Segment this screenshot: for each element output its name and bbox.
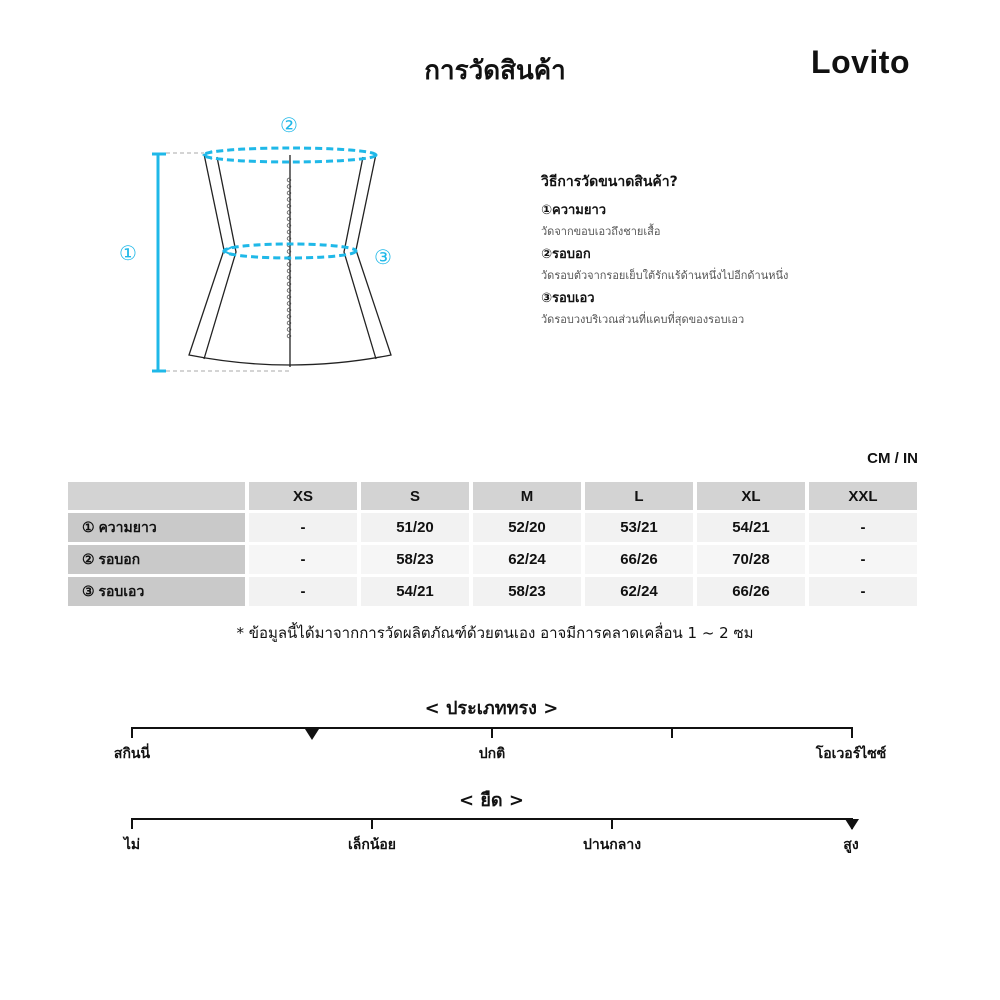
instructions-heading: วิธีการวัดขนาดสินค้า? [541, 174, 678, 190]
instruction-waist-desc: วัดรอบวงบริเวณส่วนที่แคบที่สุดของรอบเอว [541, 313, 745, 326]
stretch-label-high: สูง [843, 837, 859, 853]
page-title: การวัดสินค้า [424, 56, 566, 86]
table-row [68, 513, 917, 542]
size-table [64, 479, 921, 609]
table-cell: 66/26 [697, 577, 805, 606]
size-col-xxl: XXL [809, 482, 917, 510]
garment-diagram [100, 105, 420, 395]
measurement-note: * ข้อมูลนี้ได้มาจากการวัดผลิตภัณฑ์ด้วยตนเอง อาจมีการคลาดเคลื่อน 1 ~ 2 ซม [236, 624, 754, 642]
table-cell: 58/23 [473, 577, 581, 606]
fit-label-regular: ปกติ [478, 746, 506, 762]
stretch-tick [131, 818, 133, 829]
garment-outline [189, 154, 391, 367]
stretch-label-medium: ปานกลาง [582, 837, 642, 853]
table-cell: 52/20 [473, 513, 581, 542]
table-cell: - [249, 513, 357, 542]
row-label-length: ① ความยาว [68, 513, 245, 542]
table-row [68, 577, 917, 606]
fit-tick [491, 727, 493, 738]
size-col-s: S [361, 482, 469, 510]
row-label-bust: ② รอบอก [68, 545, 245, 574]
stretch-scale-line [132, 818, 852, 820]
table-cell: - [249, 577, 357, 606]
size-col-l: L [585, 482, 693, 510]
table-cell: - [809, 577, 917, 606]
instruction-length-name: ①ความยาว [541, 203, 607, 218]
table-cell: 54/21 [361, 577, 469, 606]
fit-tick [671, 727, 673, 738]
stretch-marker [845, 819, 859, 830]
stretch-label-slight: เล็กน้อย [347, 837, 397, 853]
table-cell: - [249, 545, 357, 574]
size-col-xl: XL [697, 482, 805, 510]
fit-label-skinny: สกินนี่ [113, 746, 151, 762]
table-cell: 51/20 [361, 513, 469, 542]
stretch-tick [371, 818, 373, 829]
table-cell: 62/24 [473, 545, 581, 574]
table-cell: 53/21 [585, 513, 693, 542]
table-cell: 70/28 [697, 545, 805, 574]
size-header-row [68, 482, 917, 510]
row-label-waist: ③ รอบเอว [68, 577, 245, 606]
fit-tick [851, 727, 853, 738]
measure-instructions [541, 171, 901, 330]
instruction-length-desc: วัดจากขอบเอวถึงชายเสื้อ [541, 225, 661, 238]
fit-scale-title: < ประเภททรง > [424, 698, 559, 719]
instruction-bust-name: ②รอบอก [541, 247, 591, 262]
table-cell: 66/26 [585, 545, 693, 574]
stretch-scale-title: < ยืด > [459, 790, 524, 811]
size-col-xs: XS [249, 482, 357, 510]
fit-tick [131, 727, 133, 738]
table-corner [68, 482, 245, 510]
table-cell: 58/23 [361, 545, 469, 574]
marker-bust: ② [280, 113, 298, 137]
table-cell: 62/24 [585, 577, 693, 606]
unit-label: CM / IN [867, 450, 918, 467]
instruction-waist-name: ③รอบเอว [541, 291, 595, 306]
table-cell: 54/21 [697, 513, 805, 542]
table-cell: - [809, 513, 917, 542]
stretch-tick [611, 818, 613, 829]
table-cell: - [809, 545, 917, 574]
instruction-bust-desc: วัดรอบตัวจากรอยเย็บใต้รักแร้ด้านหนึ่งไปอีกด้านหนึ่ง [541, 269, 789, 282]
table-row [68, 545, 917, 574]
brand-logo: Lovito [811, 44, 910, 80]
marker-waist: ③ [374, 245, 392, 269]
stretch-label-none: ไม่ [123, 837, 141, 853]
marker-length: ① [119, 241, 137, 265]
size-col-m: M [473, 482, 581, 510]
fit-marker [305, 729, 319, 740]
fit-label-oversize: โอเวอร์ไซซ์ [815, 746, 887, 762]
